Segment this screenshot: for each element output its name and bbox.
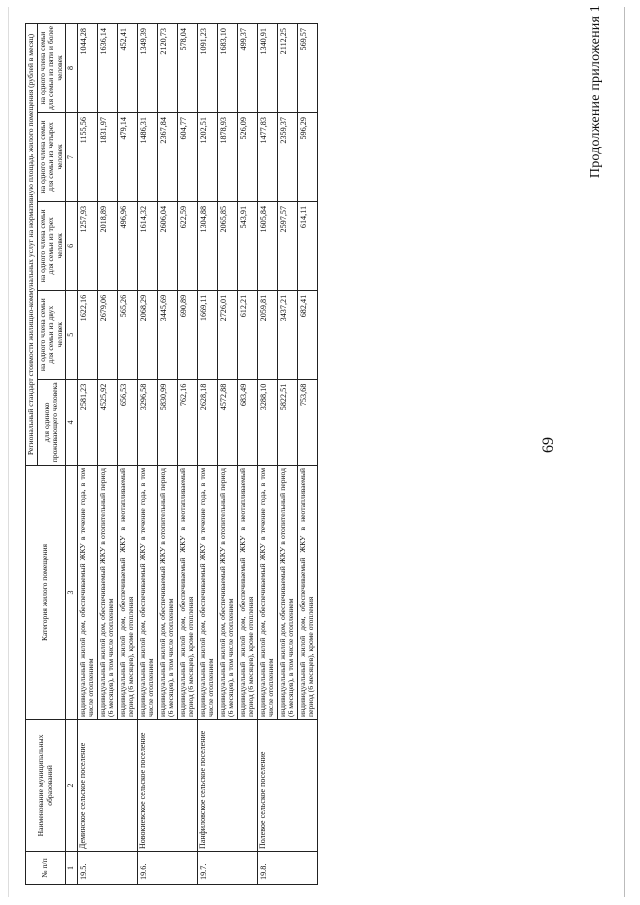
category-cell: индивидуальный жилой дом, обеспечиваемый ЖКУ в отопительный период (6 месяцев), в том числе отоплением (97, 466, 117, 720)
table-row (137, 24, 157, 885)
value-three: 543,91 (237, 201, 257, 290)
category-cell: индивидуальный жилой дом, обеспечиваемый ЖКУ в неотапливаемый период (6 месяцев), кроме отопления (117, 466, 137, 720)
value-two: 3445,69 (157, 290, 177, 379)
value-three: 614,11 (297, 201, 317, 290)
value-three: 2597,57 (277, 201, 297, 290)
scan-edge-line (8, 7, 9, 897)
value-single: 3288,10 (257, 379, 277, 465)
header-two: на одного члена семьи для семьи из двух человек (37, 290, 66, 379)
value-two: 2726,01 (217, 290, 237, 379)
column-number-row (66, 24, 78, 885)
value-five: 1636,14 (97, 24, 117, 113)
value-two: 565,26 (117, 290, 137, 379)
value-single: 4525,92 (97, 379, 117, 465)
value-single: 3296,58 (137, 379, 157, 465)
value-five: 569,57 (297, 24, 317, 113)
value-three: 1304,88 (197, 201, 217, 290)
value-four: 1486,31 (137, 113, 157, 202)
value-five: 2120,73 (157, 24, 177, 113)
category-cell: индивидуальный жилой дом, обеспечиваемый ЖКУ в неотапливаемый период (6 месяцев), кроме отопления (177, 466, 197, 720)
value-two: 2679,06 (97, 290, 117, 379)
value-five: 578,04 (177, 24, 197, 113)
value-five: 2112,25 (277, 24, 297, 113)
category-cell: индивидуальный жилой дом, обеспечиваемый ЖКУ в отопительный период (6 месяцев), в том числе отоплением (277, 466, 297, 720)
value-two: 690,89 (177, 290, 197, 379)
value-two: 612,21 (237, 290, 257, 379)
municipality-name: Новокиевское сельское поселение (137, 719, 197, 851)
header-standard: Региональный стандарт стоимости жилищно-коммунальных услуг на нормативную площадь жилого помещения (рублей в месяц) (26, 24, 38, 466)
value-four: 2367,84 (157, 113, 177, 202)
value-five: 1683,10 (217, 24, 237, 113)
header-five: на одного члена семьи для семьи из пяти и более человек (37, 24, 66, 113)
value-four: 1477,83 (257, 113, 277, 202)
value-four: 1831,97 (97, 113, 117, 202)
value-single: 2581,23 (77, 379, 97, 465)
header-three: на одного члена семьи для семьи из трех человек (37, 201, 66, 290)
value-four: 1155,56 (77, 113, 97, 202)
top-rule (624, 7, 625, 897)
value-three: 496,96 (117, 201, 137, 290)
value-five: 1091,23 (197, 24, 217, 113)
category-cell: индивидуальный жилой дом, обеспечиваемый ЖКУ в отопительный период (6 месяцев), в том числе отоплением (217, 466, 237, 720)
value-four: 2359,37 (277, 113, 297, 202)
value-single: 762,16 (177, 379, 197, 465)
value-two: 682,41 (297, 290, 317, 379)
table-header (26, 24, 78, 885)
value-four: 1878,93 (217, 113, 237, 202)
value-single: 656,53 (117, 379, 137, 465)
value-two: 1622,16 (77, 290, 97, 379)
table-row (77, 24, 97, 885)
value-three: 1614,32 (137, 201, 157, 290)
column-number: 4 (66, 379, 78, 465)
column-number: 8 (66, 24, 78, 113)
municipality-name: Панфиловское сельское поселение (197, 719, 257, 851)
value-three: 2606,04 (157, 201, 177, 290)
value-two: 2059,81 (257, 290, 277, 379)
value-single: 683,49 (237, 379, 257, 465)
value-four: 596,29 (297, 113, 317, 202)
value-single: 5822,51 (277, 379, 297, 465)
column-number: 7 (66, 113, 78, 202)
value-two: 1669,11 (197, 290, 217, 379)
column-number: 6 (66, 201, 78, 290)
category-cell: индивидуальный жилой дом, обеспечиваемый ЖКУ в течение года, в том числе отоплением (137, 466, 157, 720)
table-row (257, 24, 277, 885)
value-single: 5830,99 (157, 379, 177, 465)
column-number: 2 (66, 719, 78, 851)
header-four: на одного члена семьи для семьи из четырех человек (37, 113, 66, 202)
value-single: 2628,18 (197, 379, 217, 465)
value-four: 1202,51 (197, 113, 217, 202)
value-five: 1340,91 (257, 24, 277, 113)
column-number: 5 (66, 290, 78, 379)
header-single: для одиноко проживающего человека (37, 379, 66, 465)
header-no: № п/п (26, 852, 66, 885)
value-four: 604,77 (177, 113, 197, 202)
value-two: 3437,21 (277, 290, 297, 379)
row-number: 19.5. (77, 852, 137, 885)
municipality-name: Деминское сельское поселение (77, 719, 137, 851)
value-two: 2068,29 (137, 290, 157, 379)
category-cell: индивидуальный жилой дом, обеспечиваемый ЖКУ в неотапливаемый период (6 месяцев), кроме отопления (297, 466, 317, 720)
column-number: 3 (66, 466, 78, 720)
column-number: 1 (66, 852, 78, 885)
value-four: 479,14 (117, 113, 137, 202)
category-cell: индивидуальный жилой дом, обеспечиваемый ЖКУ в течение года, в том числе отоплением (257, 466, 277, 720)
value-three: 2018,89 (97, 201, 117, 290)
value-three: 622,59 (177, 201, 197, 290)
page-number: 69 (540, 437, 557, 453)
header-municipality: Наименование муниципальных образований (26, 719, 66, 851)
value-three: 2065,85 (217, 201, 237, 290)
category-cell: индивидуальный жилой дом, обеспечиваемый ЖКУ в течение года, в том числе отоплением (197, 466, 217, 720)
value-single: 4572,88 (217, 379, 237, 465)
value-single: 753,68 (297, 379, 317, 465)
value-five: 452,41 (117, 24, 137, 113)
value-five: 499,37 (237, 24, 257, 113)
municipality-name: Полевое сельское поселение (257, 719, 317, 851)
row-number: 19.8. (257, 852, 317, 885)
standard-table (25, 23, 318, 885)
row-number: 19.6. (137, 852, 197, 885)
value-four: 526,09 (237, 113, 257, 202)
value-three: 1257,93 (77, 201, 97, 290)
row-number: 19.7. (197, 852, 257, 885)
category-cell: индивидуальный жилой дом, обеспечиваемый ЖКУ в неотапливаемый период (6 месяцев), кроме отопления (237, 466, 257, 720)
header-category: Категория жилого помещения (26, 466, 66, 720)
category-cell: индивидуальный жилой дом, обеспечиваемый ЖКУ в течение года, в том числе отоплением (77, 466, 97, 720)
value-five: 1044,28 (77, 24, 97, 113)
value-five: 1349,39 (137, 24, 157, 113)
category-cell: индивидуальный жилой дом, обеспечиваемый ЖКУ в отопительный период (6 месяцев), в том числе отоплением (157, 466, 177, 720)
value-three: 1605,84 (257, 201, 277, 290)
table-body (77, 24, 317, 885)
table-row (197, 24, 217, 885)
appendix-title: Продолжение приложения 1 (588, 5, 603, 179)
